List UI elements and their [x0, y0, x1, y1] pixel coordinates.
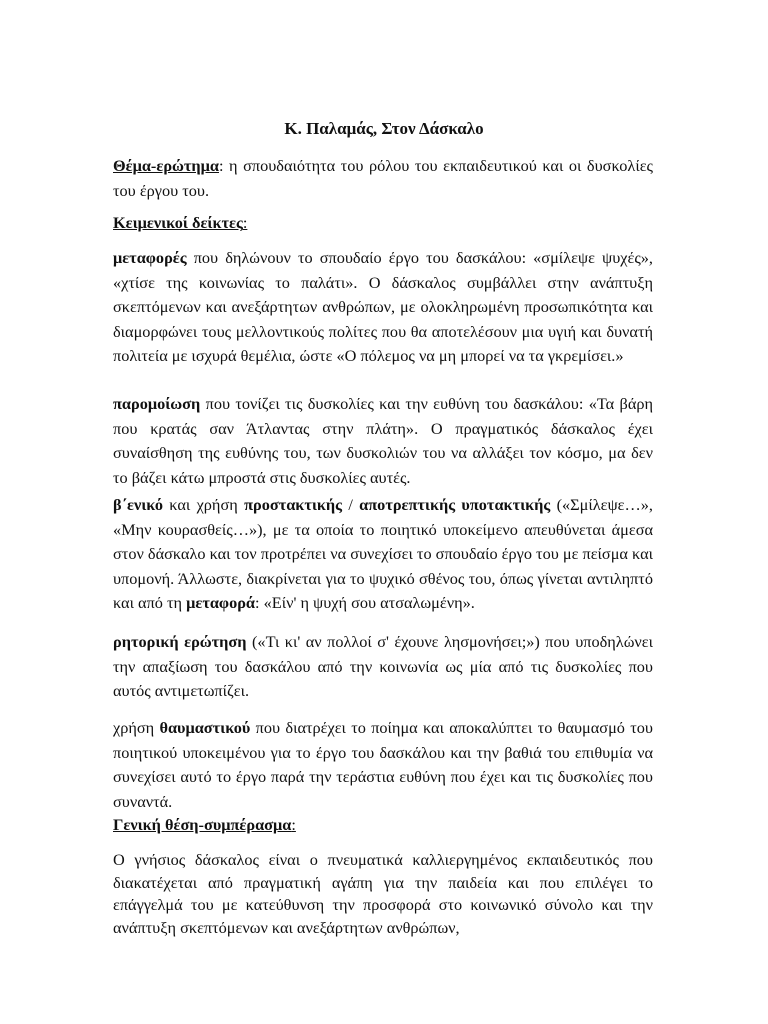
simile-paragraph	[113, 392, 653, 490]
second-person-text-2: /	[342, 495, 360, 515]
indicators-heading-colon: :	[242, 213, 248, 233]
conclusion-heading	[113, 813, 653, 838]
indicators-heading	[113, 211, 653, 236]
exclamation-text: που διατρέχει το ποίημα και αποκαλύπτει το θαυμασμό του ποιητικού υποκειμένου για το έργο του δασκάλου και την βαθιά του επιθυμία να συνεχίσει αυτό το έργο παρά την τεράστια ευθύνη που έχει και τις δυσκολίες που συναντά.	[113, 718, 653, 811]
metaphor-term: μεταφορά	[186, 593, 256, 613]
indicators-heading-text: Κειμενικοί δείκτες	[113, 213, 243, 233]
conclusion-heading-colon: :	[291, 815, 296, 835]
second-person-text-3: («Σμίλεψε…», «Μην κουρασθείς…»), με τα οποία το ποιητικό υποκείμενο απευθύνεται άμεσα στον δάσκαλο και τον προτρέπει να συνεχίσει το σπουδαίο έργο του με πείσμα και υπομονή. Άλλωστε, διακρίνεται για το ψυχικό σθένος του, όπως γίνεται αντιληπτό και από τη	[113, 495, 653, 613]
rhetorical-term: ρητορική ερώτηση	[113, 632, 247, 652]
conclusion-heading-text: Γενική θέση-συμπέρασμα	[113, 815, 292, 835]
second-person-term: β΄ενικό	[113, 495, 163, 515]
theme-label: Θέμα-ερώτημα	[113, 156, 219, 176]
metaphors-term: μεταφορές	[113, 248, 187, 268]
imperative-term: προστακτικής	[244, 495, 343, 515]
metaphors-paragraph	[113, 246, 653, 369]
conclusion-paragraph: Ο γνήσιος δάσκαλος είναι ο πνευματικά καλλιεργημένος εκπαιδευτικός που διακατέχεται από πραγματική αγάπη για την παιδεία και που επιλέγει το επάγγελμά του με κατεύθυνση την προσφορά στο κοινωνικό σύνολο και την ανάπτυξη σκεπτόμενων και ανεξάρτητων ανθρώπων,	[113, 850, 653, 938]
rhetorical-text: («Τι κι' αν πολλοί σ' έχουνε λησμονήσει;») που υποδηλώνει την απαξίωση του δασκάλου από την κοινωνία ως μία από τις δυσκολίες που αυτός αντιμετωπίζει.	[113, 632, 653, 701]
second-person-text-1: και χρήση	[163, 495, 245, 515]
second-person-text-4: : «Είν' η ψυχή σου ατσαλωμένη».	[255, 593, 475, 613]
exclamation-term: θαυμαστικού	[159, 718, 251, 738]
rhetorical-paragraph	[113, 630, 653, 704]
exclamation-pre: χρήση	[113, 718, 160, 738]
page-title: Κ. Παλαμάς, Στον Δάσκαλο	[284, 119, 484, 138]
simile-text: που τονίζει τις δυσκολίες και την ευθύνη του δασκάλου: «Τα βάρη που κρατάς σαν Άτλαντας στην πλάτη». Ο πραγματικός δάσκαλος έχει συναίσθηση της ευθύνης του, των δυσκολιών του να αλλάξει τον κόσμο, μα δεν το βάζει κάτω μπροστά στις δυσκολίες αυτές.	[113, 394, 653, 487]
exclamation-paragraph	[113, 716, 653, 814]
theme-text: : η σπουδαιότητα του ρόλου του εκπαιδευτικού και οι δυσκολίες του έργου του.	[113, 156, 653, 200]
theme-paragraph	[113, 154, 653, 203]
simile-term: παρομοίωση	[113, 394, 201, 414]
second-person-paragraph	[113, 493, 653, 616]
metaphors-text: που δηλώνουν το σπουδαίο έργο του δασκάλου: «σμίλεψε ψυχές», «χτίσε της κοινωνίας το παλάτι». Ο δάσκαλος συμβάλλει στην ανάπτυξη σκεπτόμενων και ανεξάρτητων ανθρώπων, με ολοκληρωμένη προσωπικότητα και διαμορφώνει τους μελλοντικούς πολίτες που θα αποτελέσουν μια υγιή και δυνατή πολιτεία με ισχυρά θεμέλια, ώστε «Ο πόλεμος να μη μπορεί να τα γκρεμίσει.»	[113, 248, 653, 366]
prohibitive-subjunctive-term: αποτρεπτικής υποτακτικής	[359, 495, 551, 515]
